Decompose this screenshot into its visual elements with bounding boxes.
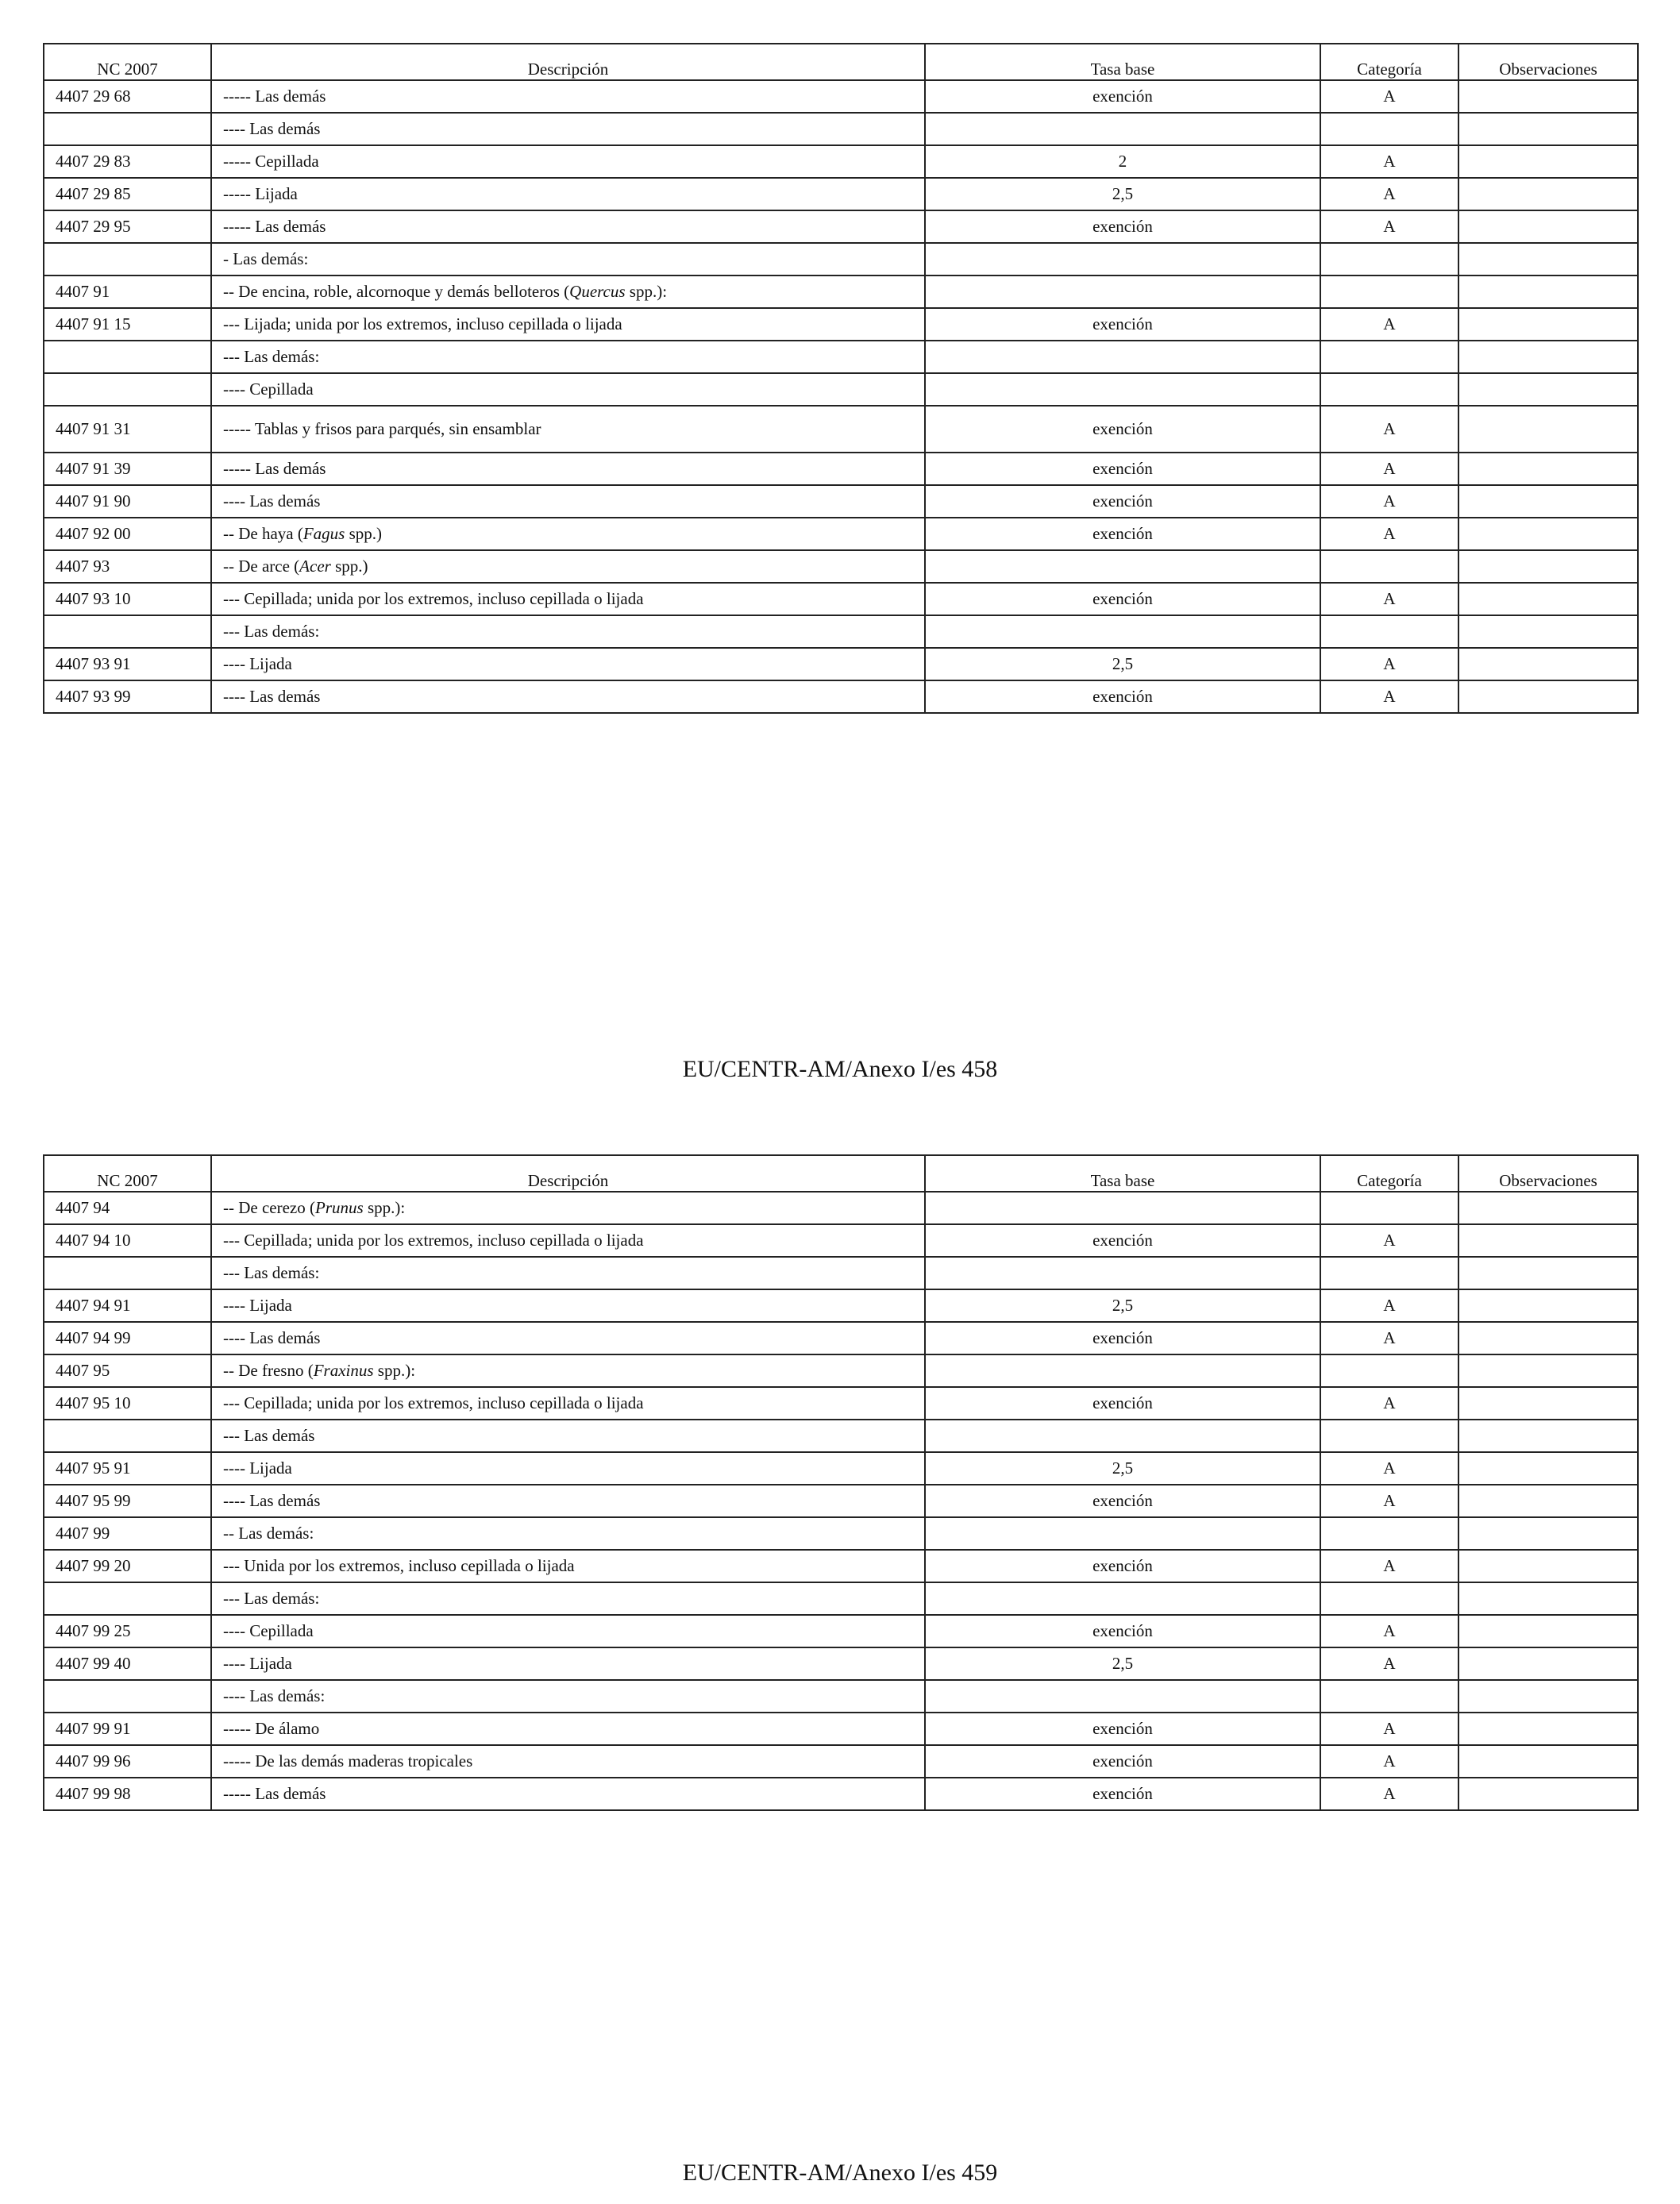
cell-description xyxy=(211,1582,925,1615)
cell-rate: exención xyxy=(925,1745,1320,1778)
cell-code: 4407 99 25 xyxy=(44,1615,211,1647)
cell-description xyxy=(211,210,925,243)
description-text: ----- Lijada xyxy=(223,184,298,203)
cell-category xyxy=(1320,1192,1458,1224)
table-row xyxy=(44,1289,1638,1322)
cell-category xyxy=(1320,1354,1458,1387)
description-genus: Quercus xyxy=(569,282,626,301)
cell-code: 4407 91 39 xyxy=(44,453,211,485)
cell-rate: exención xyxy=(925,1778,1320,1810)
cell-code: 4407 99 96 xyxy=(44,1745,211,1778)
cell-description xyxy=(211,518,925,550)
cell-category: A xyxy=(1320,1387,1458,1420)
description-text: --- Las demás: xyxy=(223,347,320,366)
page-footer-458: EU/CENTR-AM/Anexo I/es 458 xyxy=(682,1056,998,1082)
cell-observations xyxy=(1458,1778,1638,1810)
description-text: ---- Las demás xyxy=(223,491,321,511)
description-text: ----- De álamo xyxy=(223,1719,320,1738)
cell-code: 4407 91 31 xyxy=(44,406,211,453)
cell-code: 4407 93 10 xyxy=(44,583,211,615)
cell-rate xyxy=(925,341,1320,373)
table-row xyxy=(44,1322,1638,1354)
cell-observations xyxy=(1458,615,1638,648)
table-row xyxy=(44,550,1638,583)
cell-code: 4407 29 95 xyxy=(44,210,211,243)
cell-rate xyxy=(925,1582,1320,1615)
cell-observations xyxy=(1458,1452,1638,1485)
cell-description xyxy=(211,341,925,373)
cell-rate xyxy=(925,1354,1320,1387)
description-text: ---- Lijada xyxy=(223,1296,292,1315)
cell-category xyxy=(1320,373,1458,406)
cell-category: A xyxy=(1320,1289,1458,1322)
cell-observations xyxy=(1458,1289,1638,1322)
cell-rate xyxy=(925,113,1320,145)
cell-description xyxy=(211,1778,925,1810)
cell-code xyxy=(44,1582,211,1615)
cell-rate xyxy=(925,243,1320,276)
cell-description xyxy=(211,648,925,680)
cell-category: A xyxy=(1320,680,1458,713)
cell-description xyxy=(211,1257,925,1289)
description-text-after: spp.): xyxy=(363,1198,406,1217)
cell-rate: 2,5 xyxy=(925,178,1320,210)
cell-category xyxy=(1320,276,1458,308)
cell-category: A xyxy=(1320,80,1458,113)
description-genus: Fagus xyxy=(302,524,345,543)
header-rate: Tasa base xyxy=(925,44,1320,80)
table-row xyxy=(44,1680,1638,1713)
cell-category: A xyxy=(1320,485,1458,518)
cell-observations xyxy=(1458,406,1638,453)
description-text-after: spp.) xyxy=(345,524,383,543)
cell-category xyxy=(1320,615,1458,648)
description-text: ---- Cepillada xyxy=(223,1621,314,1640)
cell-code: 4407 94 99 xyxy=(44,1322,211,1354)
header-category: Categoría xyxy=(1320,1155,1458,1192)
cell-code: 4407 95 91 xyxy=(44,1452,211,1485)
cell-code xyxy=(44,373,211,406)
description-text: --- Lijada; unida por los extremos, incluso cepillada o lijada xyxy=(223,314,622,333)
cell-code: 4407 91 90 xyxy=(44,485,211,518)
table-row xyxy=(44,145,1638,178)
table-row xyxy=(44,1778,1638,1810)
cell-description xyxy=(211,80,925,113)
cell-rate: exención xyxy=(925,210,1320,243)
table-header-row xyxy=(44,1155,1638,1192)
cell-description xyxy=(211,1485,925,1517)
cell-rate: 2 xyxy=(925,145,1320,178)
cell-observations xyxy=(1458,210,1638,243)
table-row xyxy=(44,1745,1638,1778)
cell-description xyxy=(211,1550,925,1582)
cell-description xyxy=(211,276,925,308)
description-text: --- Las demás: xyxy=(223,1589,320,1608)
cell-observations xyxy=(1458,1192,1638,1224)
cell-category xyxy=(1320,341,1458,373)
description-genus: Fraxinus xyxy=(313,1361,374,1380)
cell-observations xyxy=(1458,1420,1638,1452)
cell-rate: 2,5 xyxy=(925,1289,1320,1322)
table-row xyxy=(44,1192,1638,1224)
description-text: --- Cepillada; unida por los extremos, incluso cepillada o lijada xyxy=(223,1393,644,1412)
tariff-table-page-459 xyxy=(43,1154,1639,1811)
cell-category: A xyxy=(1320,1615,1458,1647)
cell-description xyxy=(211,1387,925,1420)
table-row xyxy=(44,648,1638,680)
description-genus: Acer xyxy=(299,557,331,576)
cell-code xyxy=(44,1420,211,1452)
cell-code xyxy=(44,615,211,648)
cell-observations xyxy=(1458,1517,1638,1550)
cell-observations xyxy=(1458,648,1638,680)
header-code: NC 2007 xyxy=(44,44,211,80)
cell-description xyxy=(211,373,925,406)
cell-description xyxy=(211,1615,925,1647)
table-row xyxy=(44,1582,1638,1615)
cell-category: A xyxy=(1320,145,1458,178)
cell-observations xyxy=(1458,1647,1638,1680)
cell-rate: 2,5 xyxy=(925,1647,1320,1680)
cell-category: A xyxy=(1320,518,1458,550)
cell-observations xyxy=(1458,485,1638,518)
description-text: ----- Las demás xyxy=(223,217,326,236)
cell-category: A xyxy=(1320,1778,1458,1810)
description-text: --- Cepillada; unida por los extremos, incluso cepillada o lijada xyxy=(223,1231,644,1250)
cell-code: 4407 99 40 xyxy=(44,1647,211,1680)
header-observations: Observaciones xyxy=(1458,1155,1638,1192)
description-text-after: spp.): xyxy=(625,282,668,301)
cell-description xyxy=(211,1713,925,1745)
table-row xyxy=(44,1257,1638,1289)
description-text: ----- Las demás xyxy=(223,459,326,478)
description-genus: Prunus xyxy=(315,1198,364,1217)
description-text: ---- Las demás xyxy=(223,1491,321,1510)
cell-category xyxy=(1320,550,1458,583)
table-row xyxy=(44,80,1638,113)
table-row xyxy=(44,406,1638,453)
cell-rate: exención xyxy=(925,308,1320,341)
cell-category: A xyxy=(1320,1224,1458,1257)
description-text: ---- Lijada xyxy=(223,1654,292,1673)
cell-observations xyxy=(1458,518,1638,550)
table-row xyxy=(44,518,1638,550)
cell-observations xyxy=(1458,145,1638,178)
cell-description xyxy=(211,1354,925,1387)
table-body xyxy=(44,1192,1638,1810)
cell-observations xyxy=(1458,1224,1638,1257)
cell-category xyxy=(1320,113,1458,145)
table-body xyxy=(44,80,1638,713)
cell-description xyxy=(211,243,925,276)
cell-code xyxy=(44,243,211,276)
header-description: Descripción xyxy=(211,44,925,80)
cell-rate: exención xyxy=(925,1322,1320,1354)
cell-observations xyxy=(1458,1322,1638,1354)
description-text: --- Unida por los extremos, incluso cepillada o lijada xyxy=(223,1556,575,1575)
description-text: -- Las demás: xyxy=(223,1524,314,1543)
cell-rate: exención xyxy=(925,1224,1320,1257)
cell-code: 4407 29 83 xyxy=(44,145,211,178)
cell-observations xyxy=(1458,308,1638,341)
table-row xyxy=(44,680,1638,713)
cell-code: 4407 99 xyxy=(44,1517,211,1550)
cell-category: A xyxy=(1320,1647,1458,1680)
cell-code: 4407 29 85 xyxy=(44,178,211,210)
description-text: ----- Cepillada xyxy=(223,152,319,171)
cell-description xyxy=(211,550,925,583)
page-footer-459: EU/CENTR-AM/Anexo I/es 459 xyxy=(682,2160,998,2186)
description-text: --- Cepillada; unida por los extremos, incluso cepillada o lijada xyxy=(223,589,644,608)
cell-code xyxy=(44,1257,211,1289)
cell-code: 4407 94 xyxy=(44,1192,211,1224)
cell-observations xyxy=(1458,341,1638,373)
description-text: ---- Lijada xyxy=(223,654,292,673)
description-text: -- De haya ( xyxy=(223,524,303,543)
cell-category: A xyxy=(1320,178,1458,210)
cell-category xyxy=(1320,1517,1458,1550)
description-text: ----- Las demás xyxy=(223,87,326,106)
cell-code: 4407 93 xyxy=(44,550,211,583)
description-text: --- Las demás xyxy=(223,1426,315,1445)
table-row xyxy=(44,1452,1638,1485)
cell-rate: exención xyxy=(925,80,1320,113)
header-code: NC 2007 xyxy=(44,1155,211,1192)
cell-code: 4407 91 xyxy=(44,276,211,308)
cell-description xyxy=(211,615,925,648)
cell-rate xyxy=(925,1420,1320,1452)
cell-description xyxy=(211,1680,925,1713)
cell-category: A xyxy=(1320,1713,1458,1745)
cell-observations xyxy=(1458,1485,1638,1517)
cell-code xyxy=(44,1680,211,1713)
cell-observations xyxy=(1458,453,1638,485)
cell-observations xyxy=(1458,1257,1638,1289)
table-row xyxy=(44,243,1638,276)
cell-description xyxy=(211,113,925,145)
description-text: ----- Las demás xyxy=(223,1784,326,1803)
cell-observations xyxy=(1458,1615,1638,1647)
cell-code: 4407 99 98 xyxy=(44,1778,211,1810)
cell-category: A xyxy=(1320,453,1458,485)
table-row xyxy=(44,583,1638,615)
description-text: ---- Cepillada xyxy=(223,380,314,399)
cell-code xyxy=(44,341,211,373)
cell-rate: exención xyxy=(925,1550,1320,1582)
cell-rate: exención xyxy=(925,406,1320,453)
table-row xyxy=(44,1485,1638,1517)
cell-rate xyxy=(925,1680,1320,1713)
cell-rate: 2,5 xyxy=(925,648,1320,680)
cell-description xyxy=(211,1452,925,1485)
description-text: ----- De las demás maderas tropicales xyxy=(223,1751,473,1771)
cell-category xyxy=(1320,1257,1458,1289)
cell-rate: exención xyxy=(925,518,1320,550)
cell-code: 4407 99 20 xyxy=(44,1550,211,1582)
cell-rate: exención xyxy=(925,1713,1320,1745)
cell-rate xyxy=(925,373,1320,406)
cell-description xyxy=(211,145,925,178)
description-text: ---- Las demás: xyxy=(223,1686,326,1705)
cell-category: A xyxy=(1320,1485,1458,1517)
cell-observations xyxy=(1458,80,1638,113)
header-rate: Tasa base xyxy=(925,1155,1320,1192)
cell-rate xyxy=(925,615,1320,648)
cell-observations xyxy=(1458,680,1638,713)
table-row xyxy=(44,1387,1638,1420)
table-row xyxy=(44,341,1638,373)
cell-code: 4407 91 15 xyxy=(44,308,211,341)
cell-category xyxy=(1320,243,1458,276)
table-row xyxy=(44,210,1638,243)
cell-rate: exención xyxy=(925,583,1320,615)
header-description: Descripción xyxy=(211,1155,925,1192)
cell-category: A xyxy=(1320,406,1458,453)
cell-observations xyxy=(1458,1354,1638,1387)
cell-category xyxy=(1320,1582,1458,1615)
cell-rate xyxy=(925,1257,1320,1289)
description-text-after: spp.) xyxy=(330,557,368,576)
cell-description xyxy=(211,1192,925,1224)
cell-rate: exención xyxy=(925,485,1320,518)
cell-description xyxy=(211,178,925,210)
cell-description xyxy=(211,583,925,615)
table-row xyxy=(44,1420,1638,1452)
cell-observations xyxy=(1458,1550,1638,1582)
table-row xyxy=(44,113,1638,145)
table-row xyxy=(44,453,1638,485)
description-text: --- Las demás: xyxy=(223,622,320,641)
cell-observations xyxy=(1458,1582,1638,1615)
cell-rate: 2,5 xyxy=(925,1452,1320,1485)
description-text-after: spp.): xyxy=(373,1361,416,1380)
cell-observations xyxy=(1458,1745,1638,1778)
cell-rate: exención xyxy=(925,1615,1320,1647)
description-text: ---- Lijada xyxy=(223,1458,292,1478)
cell-observations xyxy=(1458,276,1638,308)
cell-rate xyxy=(925,550,1320,583)
cell-observations xyxy=(1458,1680,1638,1713)
table-row xyxy=(44,1615,1638,1647)
cell-category xyxy=(1320,1420,1458,1452)
description-text: - Las demás: xyxy=(223,249,309,268)
cell-observations xyxy=(1458,178,1638,210)
table-row xyxy=(44,373,1638,406)
cell-description xyxy=(211,1647,925,1680)
cell-description xyxy=(211,308,925,341)
description-text: -- De arce ( xyxy=(223,557,300,576)
cell-rate xyxy=(925,1192,1320,1224)
cell-category: A xyxy=(1320,583,1458,615)
cell-code: 4407 95 99 xyxy=(44,1485,211,1517)
cell-category: A xyxy=(1320,1550,1458,1582)
table-row xyxy=(44,1550,1638,1582)
cell-description xyxy=(211,1322,925,1354)
cell-category: A xyxy=(1320,308,1458,341)
cell-code: 4407 99 91 xyxy=(44,1713,211,1745)
cell-description xyxy=(211,406,925,453)
cell-code: 4407 93 91 xyxy=(44,648,211,680)
table-row xyxy=(44,485,1638,518)
cell-description xyxy=(211,453,925,485)
cell-observations xyxy=(1458,583,1638,615)
cell-observations xyxy=(1458,243,1638,276)
description-text: -- De cerezo ( xyxy=(223,1198,315,1217)
table-row xyxy=(44,1517,1638,1550)
cell-description xyxy=(211,1517,925,1550)
cell-rate: exención xyxy=(925,453,1320,485)
cell-code: 4407 92 00 xyxy=(44,518,211,550)
cell-category: A xyxy=(1320,1452,1458,1485)
cell-description xyxy=(211,1224,925,1257)
table-row xyxy=(44,1713,1638,1745)
cell-observations xyxy=(1458,1713,1638,1745)
cell-code: 4407 94 10 xyxy=(44,1224,211,1257)
cell-observations xyxy=(1458,550,1638,583)
table-row xyxy=(44,1354,1638,1387)
description-text: -- De fresno ( xyxy=(223,1361,314,1380)
cell-code: 4407 95 10 xyxy=(44,1387,211,1420)
cell-rate: exención xyxy=(925,680,1320,713)
cell-rate: exención xyxy=(925,1387,1320,1420)
table-row xyxy=(44,276,1638,308)
tariff-table-page-458 xyxy=(43,43,1639,714)
cell-code: 4407 95 xyxy=(44,1354,211,1387)
description-text: ----- Tablas y frisos para parqués, sin ensamblar xyxy=(223,419,541,438)
cell-description xyxy=(211,1420,925,1452)
description-text: ---- Las demás xyxy=(223,1328,321,1347)
table-row xyxy=(44,1224,1638,1257)
table-row xyxy=(44,615,1638,648)
cell-category: A xyxy=(1320,648,1458,680)
cell-category: A xyxy=(1320,210,1458,243)
table-row xyxy=(44,178,1638,210)
table-row xyxy=(44,308,1638,341)
cell-description xyxy=(211,1289,925,1322)
cell-description xyxy=(211,1745,925,1778)
cell-code xyxy=(44,113,211,145)
cell-observations xyxy=(1458,1387,1638,1420)
cell-category xyxy=(1320,1680,1458,1713)
header-observations: Observaciones xyxy=(1458,44,1638,80)
cell-observations xyxy=(1458,373,1638,406)
description-text: --- Las demás: xyxy=(223,1263,320,1282)
cell-code: 4407 94 91 xyxy=(44,1289,211,1322)
cell-description xyxy=(211,485,925,518)
table-header-row xyxy=(44,44,1638,80)
cell-category: A xyxy=(1320,1322,1458,1354)
cell-rate xyxy=(925,1517,1320,1550)
cell-description xyxy=(211,680,925,713)
cell-observations xyxy=(1458,113,1638,145)
description-text: -- De encina, roble, alcornoque y demás belloteros ( xyxy=(223,282,570,301)
description-text: ---- Las demás xyxy=(223,119,321,138)
cell-rate: exención xyxy=(925,1485,1320,1517)
table-row xyxy=(44,1647,1638,1680)
cell-code: 4407 93 99 xyxy=(44,680,211,713)
cell-rate xyxy=(925,276,1320,308)
header-category: Categoría xyxy=(1320,44,1458,80)
cell-code: 4407 29 68 xyxy=(44,80,211,113)
description-text: ---- Las demás xyxy=(223,687,321,706)
cell-category: A xyxy=(1320,1745,1458,1778)
